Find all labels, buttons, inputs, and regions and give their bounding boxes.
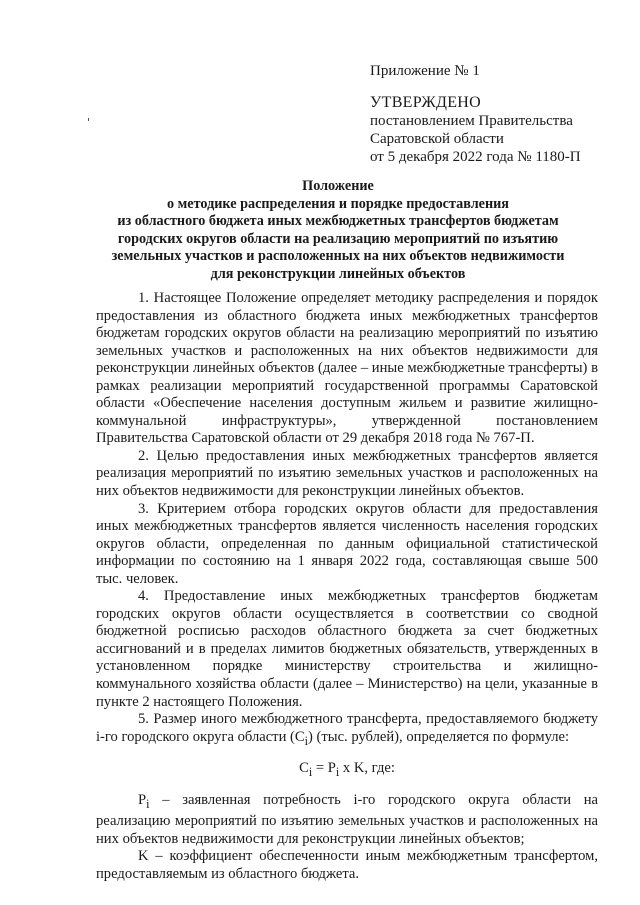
approved-heading: УТВЕРЖДЕНО xyxy=(370,94,482,111)
title-line: Положение xyxy=(302,178,374,194)
title-line: из областного бюджета иных межбюджетных трансфертов бюджетам xyxy=(117,213,559,230)
definition-sub: i xyxy=(146,796,150,811)
paragraph-1: 1. Настоящее Положение определяет методику распределения и порядок предоставления из областного бюджета иных межбюджетных трансфертов бюджетам городских округов области на реализацию мероприятий по изъятию земельных участков и расположенных на них объектов недвижимости для реконструкции линейных объектов (далее – иные межбюджетные трансферты) в рамках реализации мероприятий государственной программы Саратовской области «Обеспечение населения доступным жильем и развитие жилищно-коммунальной инфраструктуры», утвержденной постановлением Правительства Саратовской области от 29 декабря 2018 года № 767-П. xyxy=(96,290,598,447)
title-line: о методике распределения и порядке предоставления xyxy=(167,195,509,212)
paragraph-4: 4. Предоставление иных межбюджетных трансфертов бюджетам городских округов области осуществляется в соответствии со сводной бюджетной росписью расходов областного бюджета за счет бюджетных ассигнований и в пределах лимитов бюджетных обязательств, утвержденных в установленном порядке министерству строительства и жилищно-коммунального хозяйства области (далее – Министерство) на цели, указанные в пункте 2 настоящего Положения. xyxy=(96,588,598,710)
formula-sub-i: i xyxy=(308,765,313,780)
title-line: городских округов области на реализацию мероприятий по изъятию xyxy=(117,230,559,247)
definition-k xyxy=(96,848,598,883)
appendix-label: Приложение № 1 xyxy=(370,63,480,79)
subscript-i: i xyxy=(304,733,309,748)
definition-text: – коэффициент обеспеченности иным межбюджетным трансфертом, предоставляемым из областного бюджета. xyxy=(96,848,598,882)
paragraph-5-text: 5. Размер иного межбюджетного трансферта, предоставляемого бюджету i-го городского округа области (C xyxy=(96,711,598,745)
approved-by-line: от 5 декабря 2022 года № 1180-П xyxy=(370,149,581,165)
definition-p xyxy=(96,792,598,849)
approved-by-line: Саратовской области xyxy=(370,131,504,147)
definition-symbol: P xyxy=(138,791,147,808)
document-title xyxy=(96,178,580,284)
formula xyxy=(96,760,598,781)
paragraph-2: 2. Целью предоставления иных межбюджетных трансфертов является реализация мероприятий по изъятию земельных участков и расположенных на них объектов недвижимости для реконструкции линейных объектов. xyxy=(96,447,598,500)
title-line: земельных участков и расположенных на них объектов недвижимости xyxy=(111,248,565,265)
paragraph-5 xyxy=(96,711,598,750)
definition-text: – заявленная потребность i-го городского округа области на реализацию мероприятий по изъятию земельных участков и расположенных на них объектов недвижимости для реконструкции линейных объектов; xyxy=(96,791,598,847)
formula-rest: x K, где: xyxy=(339,760,395,777)
approval-block xyxy=(370,94,581,166)
document-body xyxy=(96,290,598,883)
formula-sub-i2: i xyxy=(335,765,340,780)
formula-c: C xyxy=(299,760,309,777)
paragraph-5-tail: ) (тыс. рублей), определяется по формуле: xyxy=(308,728,570,745)
paragraph-3: 3. Критерием отбора городских округов области для предоставления иных межбюджетных трансфертов является численность населения городских округов области, определенная по данным официальной статистической информации по состоянию на 1 января 2022 года, составляющая свыше 500 тыс. человек. xyxy=(96,500,598,587)
scan-artifact xyxy=(88,118,89,121)
definition-symbol: K xyxy=(138,848,149,865)
formula-eq: = P xyxy=(312,760,336,777)
title-line: для реконструкции линейных объектов xyxy=(210,265,466,282)
approved-by-line: постановлением Правительства xyxy=(370,113,573,129)
